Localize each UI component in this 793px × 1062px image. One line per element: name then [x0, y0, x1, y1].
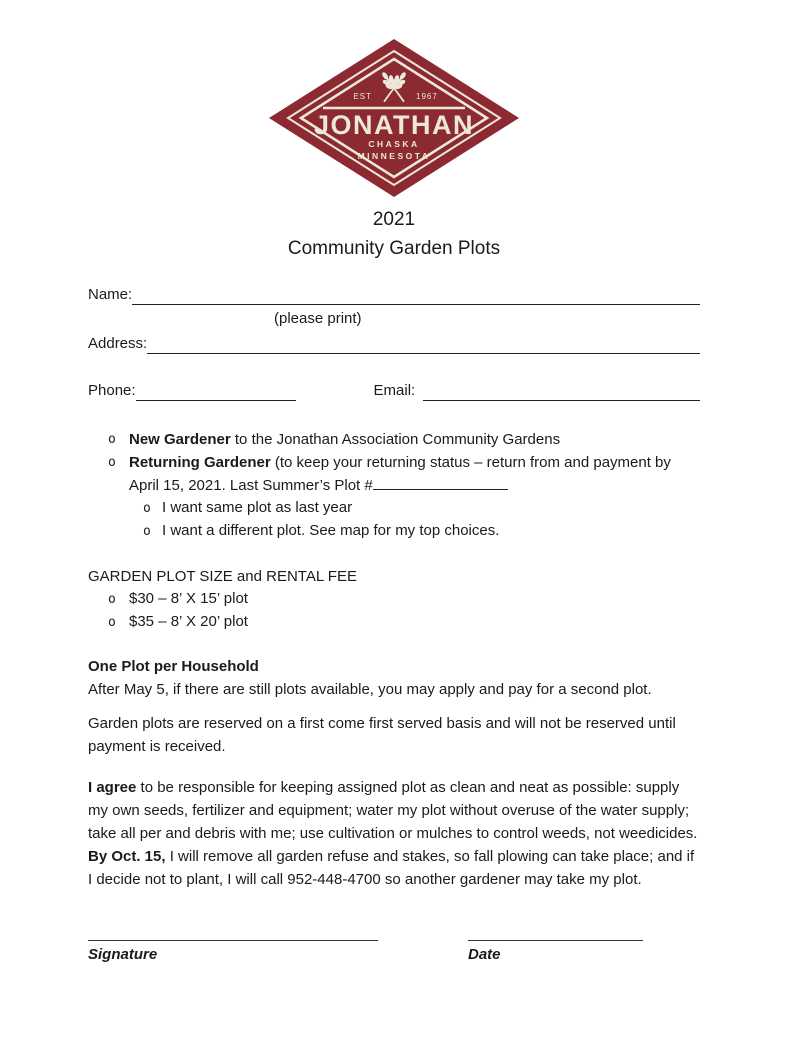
option-bullet[interactable]: o [108, 455, 116, 470]
email-label: Email: [373, 382, 416, 399]
phone-input-line[interactable] [136, 381, 296, 401]
gardener-options-list [88, 428, 700, 543]
address-label: Address: [88, 335, 148, 352]
option-bullet[interactable]: o [143, 524, 151, 539]
reserved-text: Garden plots are reserved on a first come first served basis and will not be reserved until payment is received. [88, 715, 676, 755]
document-page [0, 38, 793, 965]
name-input-line[interactable] [132, 285, 700, 305]
logo-est-text: EST [353, 92, 372, 101]
agreement-bold-2: By Oct. 15, [88, 848, 166, 865]
logo-state-text: MINNESOTA [357, 151, 431, 161]
jonathan-logo [268, 38, 520, 198]
phone-label: Phone: [88, 382, 136, 399]
plot-30-text: $30 – 8’ X 15’ plot [129, 590, 248, 607]
option-bullet[interactable]: o [108, 615, 116, 630]
option-same-plot [88, 497, 700, 520]
email-input-line[interactable] [423, 381, 700, 401]
option-different-plot [88, 520, 700, 543]
option-bullet[interactable]: o [108, 432, 116, 447]
logo-year-text: 1967 [416, 92, 438, 101]
plot-size-options [88, 588, 700, 634]
one-plot-heading: One Plot per Household [88, 658, 259, 675]
address-input-line[interactable] [147, 334, 700, 354]
signature-input-line[interactable] [88, 924, 378, 941]
please-print-note: (please print) [274, 310, 362, 327]
new-gardener-bold: New Gardener [129, 431, 231, 448]
plot-number-input-line[interactable] [373, 474, 508, 490]
signature-label: Signature [88, 946, 158, 963]
signature-row [88, 924, 700, 941]
page-title-year: 2021 [372, 209, 416, 230]
option-new-gardener [88, 428, 700, 451]
date-label: Date [468, 946, 501, 963]
name-label: Name: [88, 286, 133, 303]
page-title: Community Garden Plots [287, 238, 501, 259]
new-gardener-text: to the Jonathan Association Community Gardens [230, 431, 561, 448]
same-plot-text: I want same plot as last year [162, 499, 353, 516]
jonathan-logo-diamond [268, 38, 520, 198]
option-plot-30 [88, 588, 700, 611]
agreement-bold-1: I agree [88, 779, 137, 796]
signature-labels-row [88, 944, 700, 965]
plot-size-heading: GARDEN PLOT SIZE and RENTAL FEE [88, 568, 357, 585]
plot-35-text: $35 – 8’ X 20’ plot [129, 613, 248, 630]
returning-gardener-bold: Returning Gardener [129, 454, 271, 471]
logo-city-text: CHASKA [368, 139, 420, 149]
logo-name-text: JONATHAN [314, 110, 474, 140]
option-bullet[interactable]: o [108, 592, 116, 607]
date-input-line[interactable] [468, 924, 643, 941]
after-may5-text: After May 5, if there are still plots available, you may apply and pay for a second plot. [88, 681, 652, 698]
option-returning-gardener [88, 451, 700, 497]
agreement-part-1: to be responsible for keeping assigned plot as clean and neat as possible: supply my own seeds, fertilizer and equipment; water my plot without overuse of the water supply; take all per and debris with me; use cultivation or mulches to control weeds, not weedicides. [88, 779, 698, 842]
agreement-part-2: I will remove all garden refuse and stakes, so fall plowing can take place; and if I decide not to plant, I will call 952-448-4700 so another gardener may take my plot. [88, 848, 695, 888]
returning-gardener-text: (to keep your returning status – return from and payment by April 15, 2021. Last Summer’s Plot # [129, 454, 671, 494]
different-plot-text: I want a different plot. See map for my top choices. [162, 522, 500, 539]
option-plot-35 [88, 611, 700, 634]
agreement-text [88, 776, 700, 891]
option-bullet[interactable]: o [143, 501, 151, 516]
